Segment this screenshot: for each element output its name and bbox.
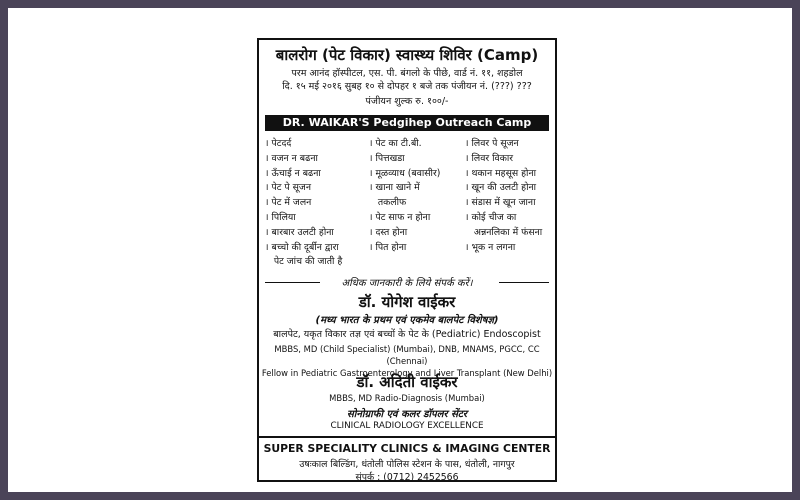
camp-banner: DR. WAIKAR'S Pedgihep Outreach Camp	[265, 115, 549, 131]
advertisement	[257, 38, 557, 482]
symptom-item: । दस्त होना	[369, 226, 408, 238]
symptom-item: । पेट पे सूजन	[265, 182, 311, 194]
registration-fee: पंजीयन शुल्क रु. १००/-	[365, 96, 449, 107]
center-name: SUPER SPECIALITY CLINICS & IMAGING CENTER	[263, 442, 551, 455]
camp-title: बालरोग (पेट विकार) स्वास्थ्य शिविर (Camp)	[275, 46, 539, 64]
symptom-item: । पेटदर्द	[265, 138, 292, 149]
doctor1-description: बालपेट, यकृत विकार तज्ञ एवं बच्चों के पेट के (Pediatric) Endoscopist	[273, 329, 541, 340]
symptom-item: । भूक न लगना	[465, 241, 516, 253]
symptom-item: पेट जांच की जाती है	[265, 256, 343, 268]
symptom-item: । पिलिया	[265, 211, 296, 223]
contact-heading: अधिक जानकारी के लिये संपर्क करें।	[341, 278, 473, 289]
doctor1-subtitle: (मध्य भारत के प्रथम एवं एकमेव बालपेट विशेषज्ञ)	[315, 315, 499, 326]
symptom-item: । पित्तखडा	[369, 152, 405, 164]
symptom-item: अन्ननलिका में फंसना	[465, 226, 543, 238]
symptom-item: । पित होना	[369, 241, 407, 253]
doctor2-qualifications: MBBS, MD Radio-Diagnosis (Mumbai)	[329, 393, 485, 403]
symptoms-column-1	[265, 137, 342, 270]
symptom-item: । लिवर विकार	[465, 152, 514, 164]
doctor2-department: CLINICAL RADIOLOGY EXCELLENCE	[330, 421, 484, 431]
symptom-item: । मूळव्याध (बवासीर)	[369, 167, 441, 179]
symptom-item: । खून की उलटी होना	[465, 182, 537, 194]
symptom-item: । पेट का टी.बी.	[369, 138, 422, 149]
doctor1-fellowship: Fellow in Pediatric Gastroenterology and Liver Transplant (New Delhi)	[261, 368, 553, 378]
page-frame	[8, 8, 792, 492]
divider	[259, 436, 555, 438]
symptoms-column-2	[369, 137, 440, 255]
symptom-item: । पेट में जलन	[265, 197, 312, 209]
symptom-item: । कोई चीज का	[465, 211, 517, 223]
symptom-item: । बारबार उलटी होना	[265, 226, 334, 238]
contact-separator	[265, 276, 549, 288]
doctor1-name: डॉ. योगेश वाईकर	[358, 293, 456, 311]
symptom-item: । संडास में खून जाना	[465, 197, 536, 209]
symptom-item: । ऊँचाई न बढना	[265, 167, 321, 179]
symptoms-column-3	[465, 137, 542, 255]
symptom-item: तकलीफ	[369, 197, 407, 209]
symptom-item: । खाना खाने में	[369, 182, 420, 194]
symptom-item: । लिवर पे सूजन	[465, 138, 519, 149]
venue-line1: परम आनंद हॉस्पीटल, एस. पी. बंगलो के पीछे, वार्ड नं. ११, शहडोल	[291, 68, 523, 79]
center-address: उषःकाल बिल्डिंग, धंतोली पोलिस स्टेशन के पास, धंतोली, नागपुर	[299, 459, 515, 470]
symptom-item: । पेट साफ न होना	[369, 211, 431, 223]
venue-line2: दि. १५ मई २०१६ सुबह १० से दोपहर १ बजे तक पंजीयन नं. (???) ???	[282, 81, 532, 92]
doctor2-subtitle: सोनोग्राफी एवं कलर डॉपलर सेंटर	[347, 409, 467, 420]
doctor1-degrees: MBBS, MD (Child Specialist) (Mumbai), DNB, MNAMS, PGCC, CC (Chennai)	[274, 344, 540, 366]
symptom-item: । थकान महसूस होना	[465, 167, 537, 179]
symptom-item: । वजन न बढना	[265, 152, 318, 164]
doctor2-name: डॉ. अदिती वाईकर	[356, 373, 458, 391]
symptom-item: । बच्चो की दूर्बीन द्वारा	[265, 241, 339, 253]
center-phone: संपर्क : (0712) 2452566	[355, 472, 459, 483]
